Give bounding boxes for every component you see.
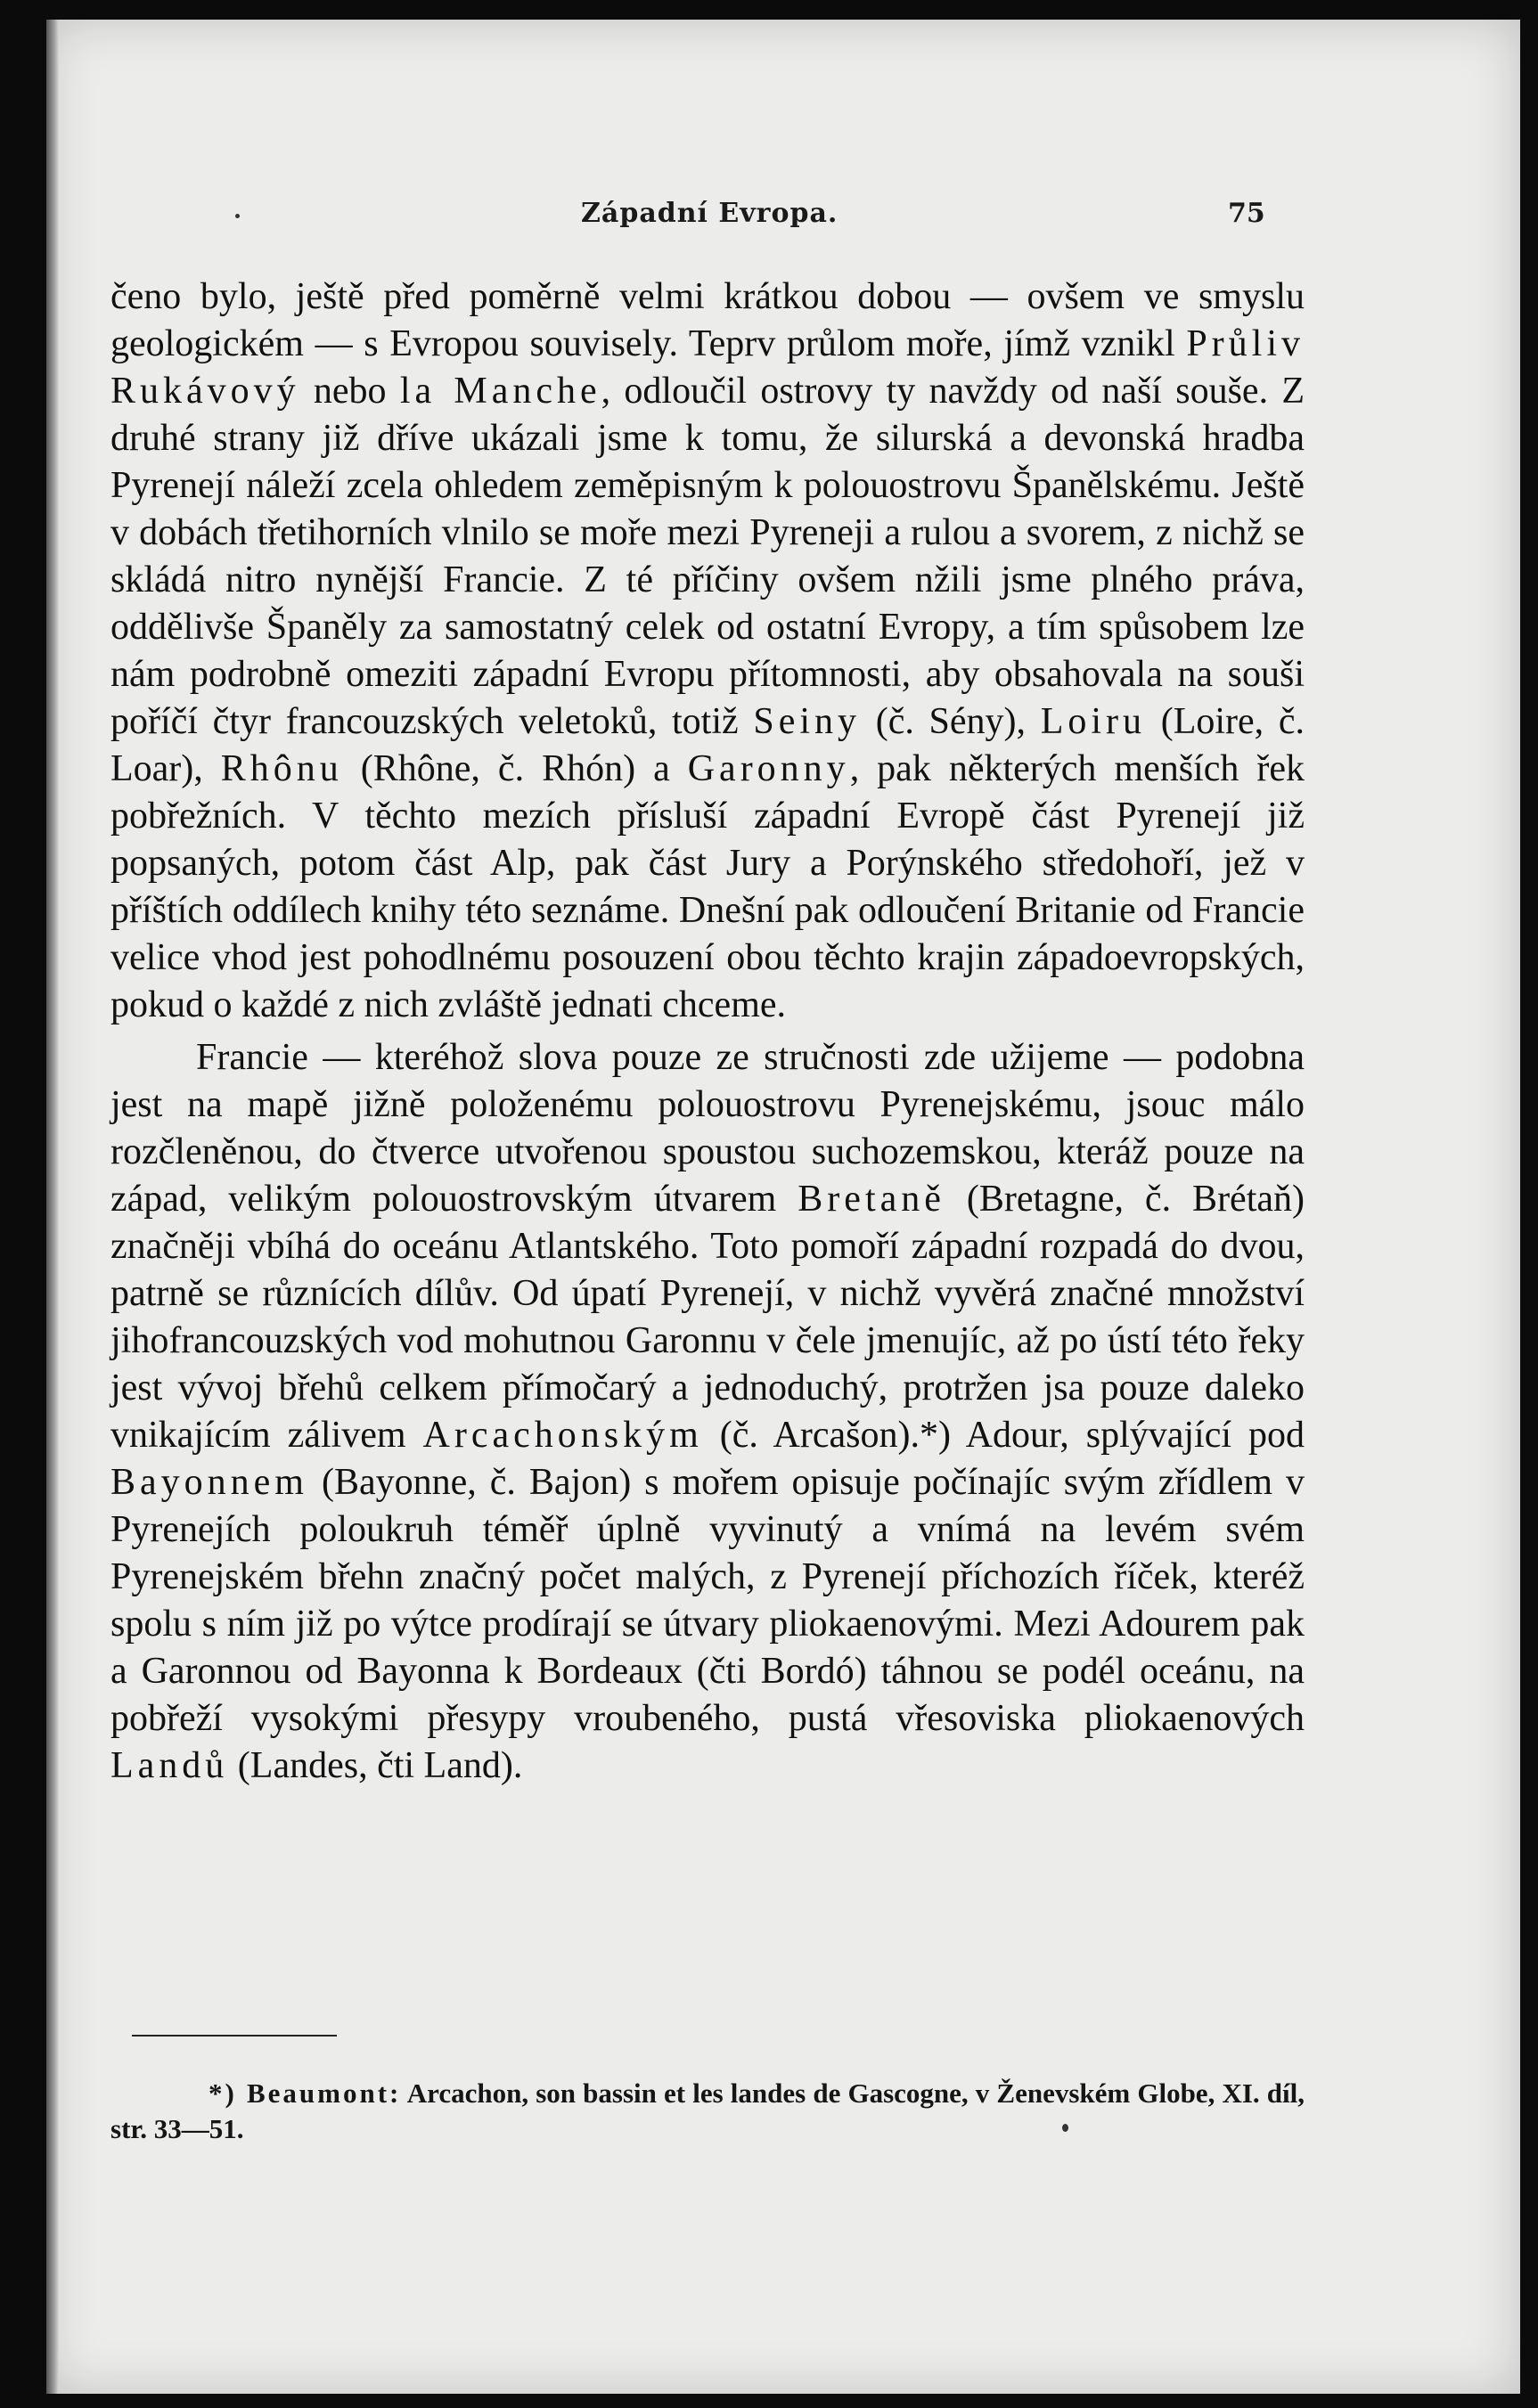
text-run: (Landes, čti Land). xyxy=(228,1745,523,1786)
spaced-term: Bayonnem xyxy=(110,1462,308,1503)
spaced-term: Rhônu xyxy=(220,748,343,789)
text-run: (Bretagne, č. Brétaň) značněji vbíhá do oceánu Atlantského. Toto pomoří západní rozpadá do dvou, patrně se různících dílův. Od úpatí Pyrenejí, v nichž vyvěrá značné množství jihofrancouzských vod mohutnou Garonnu v čele jmenujíc, až po ústí této řeky jest vývoj břehů celkem přímočarý a jednoduchý, protržen jsa pouze daleko vnikajícím zálivem xyxy=(110,1179,1305,1456)
spaced-term: Průliv Rukávový xyxy=(110,323,1305,412)
text-run: (Bayonne, č. Bajon) s mořem opisuje počínajíc svým zřídlem v Pyrenejích poloukruh téměř úplně vyvinutý a vnímá na levém svém Pyrenejském břehn značný počet malých, z Pyrenejí příchozích říček, kteréž spolu s ním již po výtce prodírají se útvary pliokaenovými. Mezi Adourem pak a Garonnou od Bayonna k Bordeaux (čti Bordó) táhnou se podél oceánu, na pobřeží vysokými přesypy vroubeného, pustá vřesoviska pliokaenových xyxy=(110,1462,1305,1739)
footnote-text: Arcachon, son bassin et les landes de Gascogne, v Ženevském Globe, XI. díl, str. 33—51. xyxy=(110,2077,1305,2144)
spaced-term: Garonny xyxy=(687,748,850,789)
page-number: 75 xyxy=(1228,198,1265,229)
spaced-term: Loiru xyxy=(1040,701,1147,742)
text-run: čeno bylo, ještě před poměrně velmi krátkou dobou — ovšem ve smyslu geologickém — s Evropou souvisely. Teprv průlom moře, jímž vznikl xyxy=(110,276,1305,364)
book-page xyxy=(46,20,1520,2394)
text-run: Francie — kteréhož slova pouze ze stručnosti zde užijeme — podobna jest na mapě jižně položenému polouostrovu Pyrenejskému, jsouc málo rozčleněnou, do čtverce utvořenou spoustou suchozemskou, kteráž pouze na západ, velikým polouostrovským útvarem xyxy=(110,1037,1305,1220)
page-header xyxy=(46,198,1520,233)
body-text xyxy=(110,273,1305,1790)
text-run: (č. Arcašon).*) Adour, splývající pod xyxy=(702,1415,1305,1456)
spaced-term: Landů xyxy=(110,1745,229,1786)
spaced-term: Bretaně xyxy=(798,1179,945,1220)
footnote xyxy=(110,2076,1305,2147)
ink-speck xyxy=(1062,2124,1068,2132)
text-run: , pak některých menších řek pobřežních. V těchto mezích přísluší západní Evropě část Pyrenejí již popsaných, potom část Alp, pak část Jury a Porýnského středohoří, jež v příštích oddílech knihy této seznáme. Dnešní pak odloučení Britanie od Francie velice vhod jest pohodlnému posouzení obou těchto krajin západoevropských, pokud o každé z nich zvláště jednati chceme. xyxy=(110,748,1305,1025)
text-run: , odloučil ostrovy ty navždy od naší souše. Z druhé strany již dříve ukázali jsme k tomu, že silurská a devonská hradba Pyrenejí náleží zcela ohledem zeměpisným k polouostrovu Španělskému. Ještě v dobách třetihorních vlnilo se moře mezi Pyreneji a rulou a svorem, z nichž se skládá nitro nynější Francie. Z té příčiny ovšem nžili jsme plného práva, oddělivše Španěly za samostatný celek od ostatní Evropy, a tím spůsobem lze nám podrobně omeziti západní Evropu přítomnosti, aby obsahovala na souši poříčí čtyr francouzských veletoků, totiž xyxy=(110,371,1305,742)
footnote-rule xyxy=(132,2035,337,2037)
footnote-author: *) Beaumont: xyxy=(209,2077,402,2109)
spaced-term: la Manche xyxy=(399,371,601,412)
page-edge-shadow xyxy=(46,20,59,2394)
running-head: Západní Evropa. xyxy=(581,198,839,229)
ink-speck xyxy=(235,214,240,218)
spaced-term: Seiny xyxy=(753,701,862,742)
text-run: (Loire, č. Loar), xyxy=(110,701,1305,789)
spaced-term: Arcachonským xyxy=(422,1415,703,1456)
text-run: (Rhône, č. Rhón) a xyxy=(342,748,688,789)
text-run: nebo xyxy=(299,371,400,412)
paragraph-1 xyxy=(110,273,1305,1029)
text-run: (č. Sény), xyxy=(861,701,1041,742)
paragraph-2 xyxy=(110,1034,1305,1790)
